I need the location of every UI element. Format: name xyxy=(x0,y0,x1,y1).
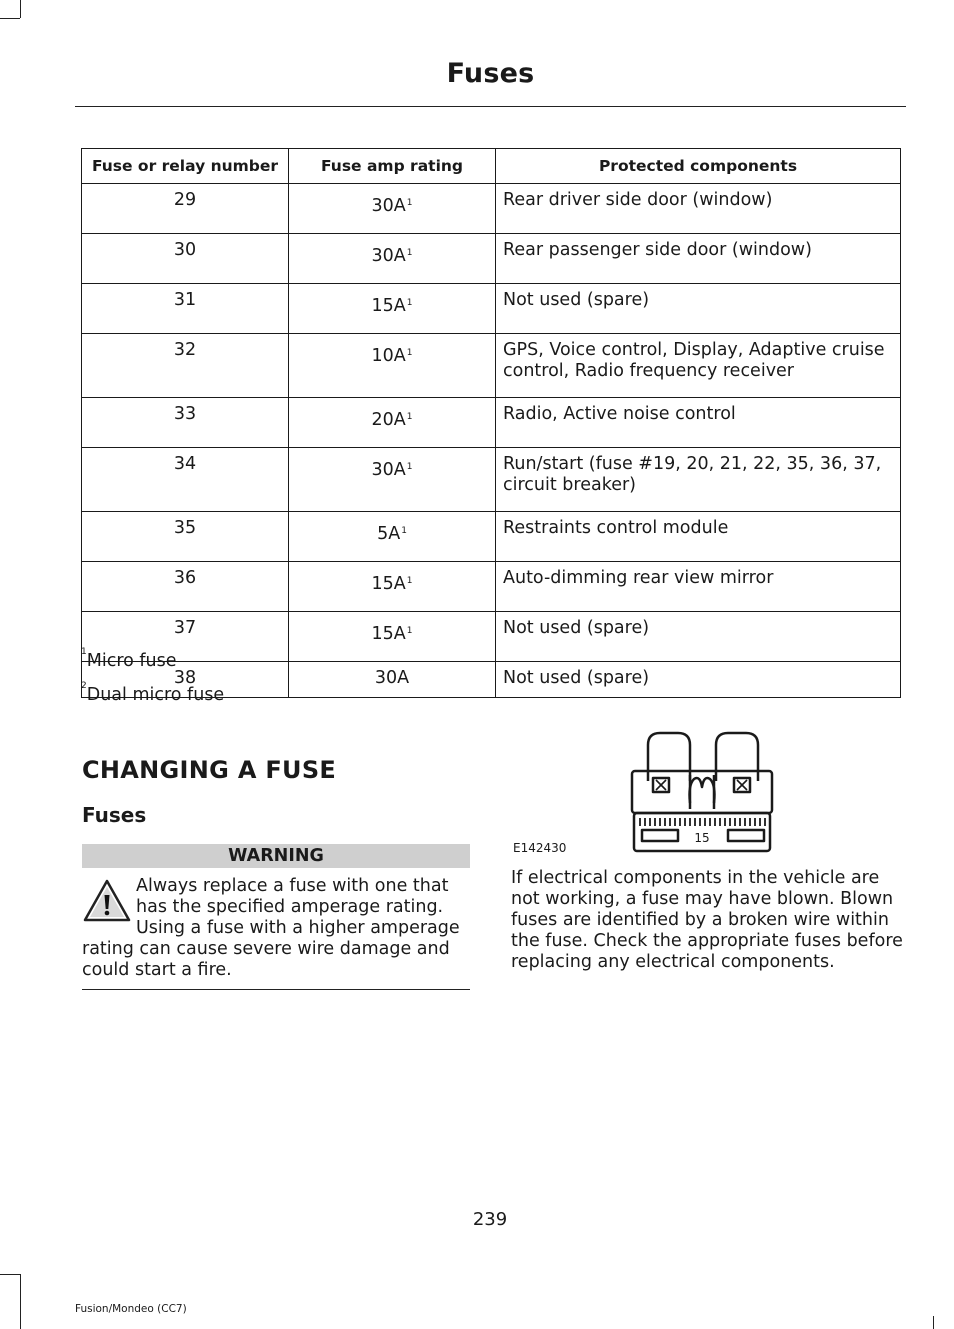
footnote-ref: 1 xyxy=(401,526,407,536)
table-row xyxy=(82,612,901,662)
fuse-number: 37 xyxy=(82,612,289,662)
footnote-ref: 1 xyxy=(406,576,413,586)
warning-triangle-icon xyxy=(82,878,132,924)
page-number: 239 xyxy=(472,1209,508,1230)
table-row xyxy=(82,512,901,562)
fuse-marking: 15 xyxy=(694,831,710,845)
body-paragraph: If electrical components in the vehicle are not working, a fuse may have blown. Blown fuses are identified by a broken wire within the fuse. Check the appropriate fuses before replacing any electrical components. xyxy=(511,868,903,972)
protected-components: Auto-dimming rear view mirror xyxy=(496,562,901,612)
footnote-dual-micro-fuse: $^2$Dual micro fuse xyxy=(81,681,225,705)
protected-components: Not used (spare) xyxy=(496,284,901,334)
footnote-ref: 1 xyxy=(406,298,413,308)
sub-heading: Fuses xyxy=(82,803,147,827)
column-header: Fuse amp rating xyxy=(289,149,496,184)
table-row xyxy=(82,234,901,284)
table-row xyxy=(82,448,901,512)
fuse-number: 30 xyxy=(82,234,289,284)
figure-label: E142430 xyxy=(513,841,567,855)
amp-rating: $30A^1$ xyxy=(289,448,496,512)
footnote-ref: 1 xyxy=(406,198,413,208)
table-header-row xyxy=(82,149,901,184)
footnote-ref: 1 xyxy=(406,412,413,422)
amp-rating: $10A^1$ xyxy=(289,334,496,398)
crop-mark xyxy=(20,0,21,18)
table-row xyxy=(82,334,901,398)
warning-box xyxy=(82,876,470,981)
fuse-number: 33 xyxy=(82,398,289,448)
crop-mark xyxy=(933,1316,934,1329)
amp-rating: $15A^1$ xyxy=(289,612,496,662)
warning-rule xyxy=(82,989,470,990)
table-row xyxy=(82,284,901,334)
fuse-number: 32 xyxy=(82,334,289,398)
title-rule xyxy=(75,106,906,107)
amp-rating: $20A^1$ xyxy=(289,398,496,448)
protected-components: Not used (spare) xyxy=(496,662,901,698)
table-row xyxy=(82,184,901,234)
column-header: Protected components xyxy=(496,149,901,184)
amp-rating: $30A^1$ xyxy=(289,234,496,284)
amp-rating: 30A xyxy=(289,662,496,698)
fuse-table xyxy=(81,148,901,698)
fuse-number: 34 xyxy=(82,448,289,512)
crop-mark xyxy=(0,1274,20,1275)
fuse-illustration xyxy=(590,729,890,859)
protected-components: Not used (spare) xyxy=(496,612,901,662)
footnote-ref: 1 xyxy=(406,626,413,636)
footnote-micro-fuse: $^1$Micro fuse xyxy=(81,647,177,671)
footnote-ref: 1 xyxy=(406,348,413,358)
amp-rating: $30A^1$ xyxy=(289,184,496,234)
fuse-number: 31 xyxy=(82,284,289,334)
protected-components: GPS, Voice control, Display, Adaptive cruise control, Radio frequency receiver xyxy=(496,334,901,398)
fuse-number: 36 xyxy=(82,562,289,612)
footer-model: Fusion/Mondeo (CC7) xyxy=(75,1303,187,1315)
fuse-number: 38 xyxy=(82,662,289,698)
fuse-number: 29 xyxy=(82,184,289,234)
table-row xyxy=(82,398,901,448)
amp-rating: $5A^1$ xyxy=(289,512,496,562)
warning-title: WARNING xyxy=(82,844,470,868)
protected-components: Radio, Active noise control xyxy=(496,398,901,448)
amp-rating: $15A^1$ xyxy=(289,284,496,334)
protected-components: Restraints control module xyxy=(496,512,901,562)
crop-mark xyxy=(20,1274,21,1329)
protected-components: Rear passenger side door (window) xyxy=(496,234,901,284)
protected-components: Run/start (fuse #19, 20, 21, 22, 35, 36, 37, circuit breaker) xyxy=(496,448,901,512)
footnote-ref: 1 xyxy=(406,462,413,472)
page-title: Fuses xyxy=(446,58,535,89)
fuse-number: 35 xyxy=(82,512,289,562)
amp-rating: $15A^1$ xyxy=(289,562,496,612)
column-header: Fuse or relay number xyxy=(82,149,289,184)
warning-text: Always replace a fuse with one that has the specified amperage rating. Using a fuse with a higher amperage rating can cause severe wire damage and could start a fire. xyxy=(82,876,460,980)
crop-mark xyxy=(0,18,20,19)
section-heading: CHANGING A FUSE xyxy=(82,756,337,784)
table-row xyxy=(82,562,901,612)
protected-components: Rear driver side door (window) xyxy=(496,184,901,234)
footnote-ref: 1 xyxy=(406,248,413,258)
